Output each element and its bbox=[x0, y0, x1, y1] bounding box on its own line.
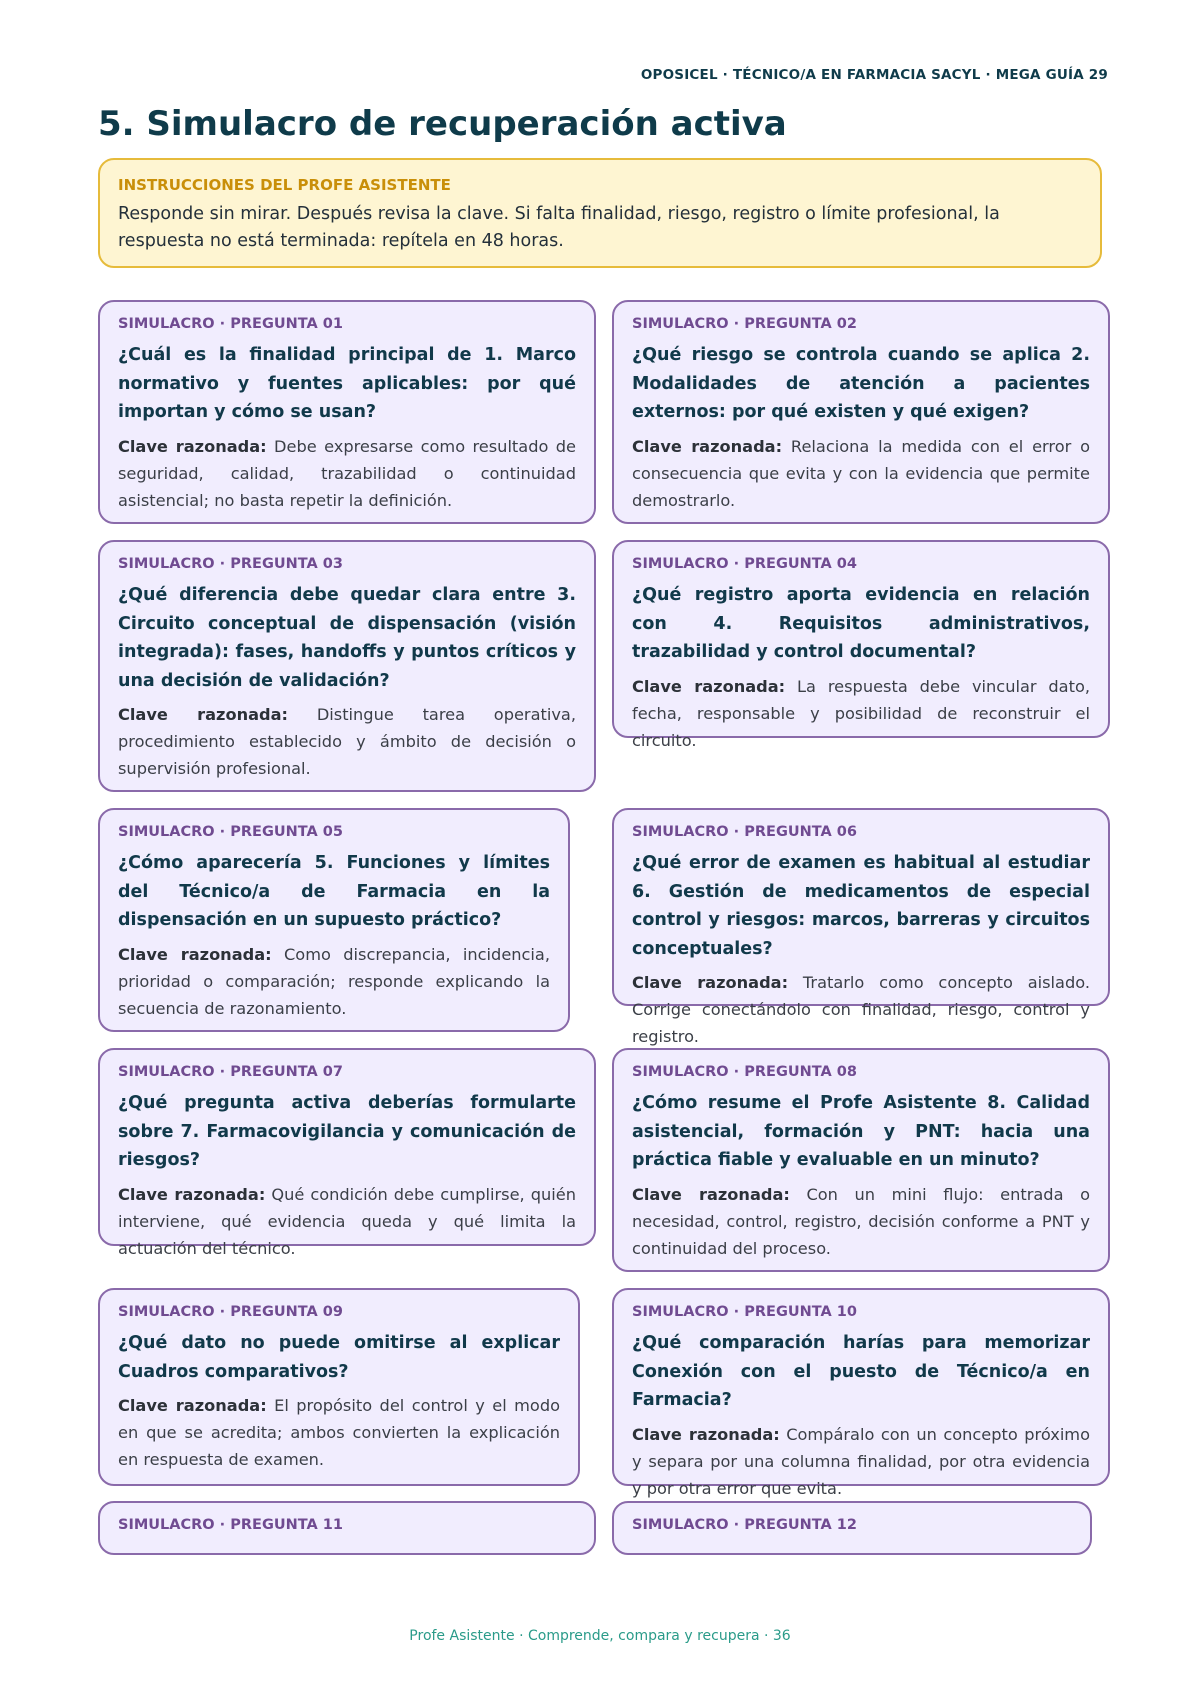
answer-text: Tratarlo como concepto aislado. Corrige conectándolo con finalidad, riesgo, control y registro. bbox=[632, 973, 1090, 1046]
answer-key bbox=[118, 1181, 576, 1262]
question-text: ¿Qué comparación harías para memorizar Conexión con el puesto de Técnico/a en Farmacia? bbox=[632, 1333, 1090, 1410]
question-card-09 bbox=[98, 1288, 580, 1486]
answer-text: Debe expresarse como resultado de seguridad, calidad, trazabilidad o continuidad asistencial; no basta repetir la definición. bbox=[118, 436, 576, 510]
question-label: SIMULACRO · PREGUNTA 11 bbox=[118, 1517, 343, 1533]
page-footer: Profe Asistente · Comprende, compara y recupera · 36 bbox=[409, 1628, 791, 1644]
answer-text: Con un mini flujo: entrada o necesidad, control, registro, decisión conforme a PNT y continuidad del proceso. bbox=[632, 1184, 1090, 1258]
question-card-05 bbox=[98, 808, 570, 1032]
answer-key bbox=[118, 701, 576, 782]
answer-key-label: Clave razonada: bbox=[118, 1184, 266, 1204]
answer-text: Qué condición debe cumplirse, quién interviene, qué evidencia queda y qué limita la actuación del técnico. bbox=[118, 1184, 576, 1258]
question-label: SIMULACRO · PREGUNTA 05 bbox=[118, 824, 343, 840]
question-text: ¿Qué pregunta activa deberías formularte sobre 7. Farmacovigilancia y comunicación de riesgos? bbox=[118, 1093, 576, 1170]
answer-key-label: Clave razonada: bbox=[632, 973, 789, 992]
answer-text: Como discrepancia, incidencia, prioridad o comparación; responde explicando la secuencia de razonamiento. bbox=[118, 944, 550, 1018]
question-text: ¿Qué riesgo se controla cuando se aplica 2. Modalidades de atención a pacientes externos: por qué existen y qué exigen? bbox=[632, 345, 1090, 422]
answer-key-label: Clave razonada: bbox=[632, 1184, 790, 1204]
question-card-01 bbox=[98, 300, 596, 524]
question-card-02 bbox=[612, 300, 1110, 524]
question-label: SIMULACRO · PREGUNTA 03 bbox=[118, 556, 343, 572]
answer-key bbox=[118, 941, 550, 1022]
instructions-box bbox=[98, 158, 1102, 268]
question-label: SIMULACRO · PREGUNTA 12 bbox=[632, 1517, 857, 1533]
answer-key bbox=[632, 433, 1090, 514]
answer-key bbox=[632, 969, 1090, 1050]
answer-text: La respuesta debe vincular dato, fecha, responsable y posibilidad de reconstruir el circuito. bbox=[632, 676, 1090, 750]
instructions-text: Responde sin mirar. Después revisa la clave. Si falta finalidad, riesgo, registro o límite profesional, la respuesta no está terminada: repítela en 48 horas. bbox=[118, 204, 1000, 251]
question-text: ¿Qué error de examen es habitual al estudiar 6. Gestión de medicamentos de especial control y riesgos: marcos, barreras y circuitos conceptuales? bbox=[632, 853, 1090, 959]
answer-key bbox=[118, 433, 576, 514]
question-card-03 bbox=[98, 540, 596, 792]
question-card-06 bbox=[612, 808, 1110, 1046]
question-text: ¿Cómo aparecería 5. Funciones y límites del Técnico/a de Farmacia en la dispensación en un supuesto práctico? bbox=[118, 853, 550, 930]
question-text: ¿Cómo resume el Profe Asistente 8. Calidad asistencial, formación y PNT: hacia una práctica fiable y evaluable en un minuto? bbox=[632, 1093, 1090, 1170]
question-label: SIMULACRO · PREGUNTA 10 bbox=[632, 1304, 857, 1320]
question-text: ¿Qué diferencia debe quedar clara entre 3. Circuito conceptual de dispensación (visión integrada): fases, handoffs y puntos críticos y una decisión de validación? bbox=[118, 585, 576, 691]
answer-text: El propósito del control y el modo en que se acredita; ambos convierten la explicación en respuesta de examen. bbox=[118, 1396, 560, 1469]
question-card-04 bbox=[612, 540, 1110, 750]
answer-text: Distingue tarea operativa, procedimiento establecido y ámbito de decisión o supervisión profesional. bbox=[118, 705, 576, 778]
question-label: SIMULACRO · PREGUNTA 04 bbox=[632, 556, 857, 572]
question-label: SIMULACRO · PREGUNTA 01 bbox=[118, 316, 343, 332]
answer-key bbox=[118, 1392, 560, 1473]
answer-key bbox=[632, 1181, 1090, 1262]
answer-key-label: Clave razonada: bbox=[118, 944, 272, 964]
answer-text: Relaciona la medida con el error o consecuencia que evita y con la evidencia que permite demostrarlo. bbox=[632, 436, 1090, 510]
question-label: SIMULACRO · PREGUNTA 07 bbox=[118, 1064, 343, 1080]
page-title: 5. Simulacro de recuperación activa bbox=[98, 104, 787, 144]
answer-key-label: Clave razonada: bbox=[118, 1396, 267, 1415]
question-label: SIMULACRO · PREGUNTA 08 bbox=[632, 1064, 857, 1080]
instructions-label: INSTRUCCIONES DEL PROFE ASISTENTE bbox=[118, 176, 451, 194]
question-card-08 bbox=[612, 1048, 1110, 1272]
question-text: ¿Qué dato no puede omitirse al explicar Cuadros comparativos? bbox=[118, 1333, 560, 1382]
answer-key-label: Clave razonada: bbox=[632, 1424, 780, 1444]
question-text: ¿Qué registro aporta evidencia en relación con 4. Requisitos administrativos, trazabilidad y control documental? bbox=[632, 585, 1090, 662]
question-label: SIMULACRO · PREGUNTA 02 bbox=[632, 316, 857, 332]
question-text: ¿Cuál es la finalidad principal de 1. Marco normativo y fuentes aplicables: por qué importan y cómo se usan? bbox=[118, 345, 576, 422]
question-card-10 bbox=[612, 1288, 1110, 1498]
question-label: SIMULACRO · PREGUNTA 06 bbox=[632, 824, 857, 840]
answer-key-label: Clave razonada: bbox=[118, 705, 289, 724]
running-header: OPOSICEL · TÉCNICO/A EN FARMACIA SACYL · MEGA GUÍA 29 bbox=[640, 67, 1108, 83]
answer-text: Compáralo con un concepto próximo y separa por una columna finalidad, por otra evidencia y por otra error que evita. bbox=[632, 1424, 1090, 1498]
question-card-11 bbox=[98, 1501, 596, 1555]
question-card-12 bbox=[612, 1501, 1092, 1555]
question-label: SIMULACRO · PREGUNTA 09 bbox=[118, 1304, 343, 1320]
answer-key-label: Clave razonada: bbox=[632, 676, 786, 696]
question-card-07 bbox=[98, 1048, 596, 1258]
answer-key-label: Clave razonada: bbox=[118, 436, 267, 456]
answer-key-label: Clave razonada: bbox=[632, 436, 783, 456]
answer-key bbox=[632, 673, 1090, 754]
answer-key bbox=[632, 1421, 1090, 1502]
